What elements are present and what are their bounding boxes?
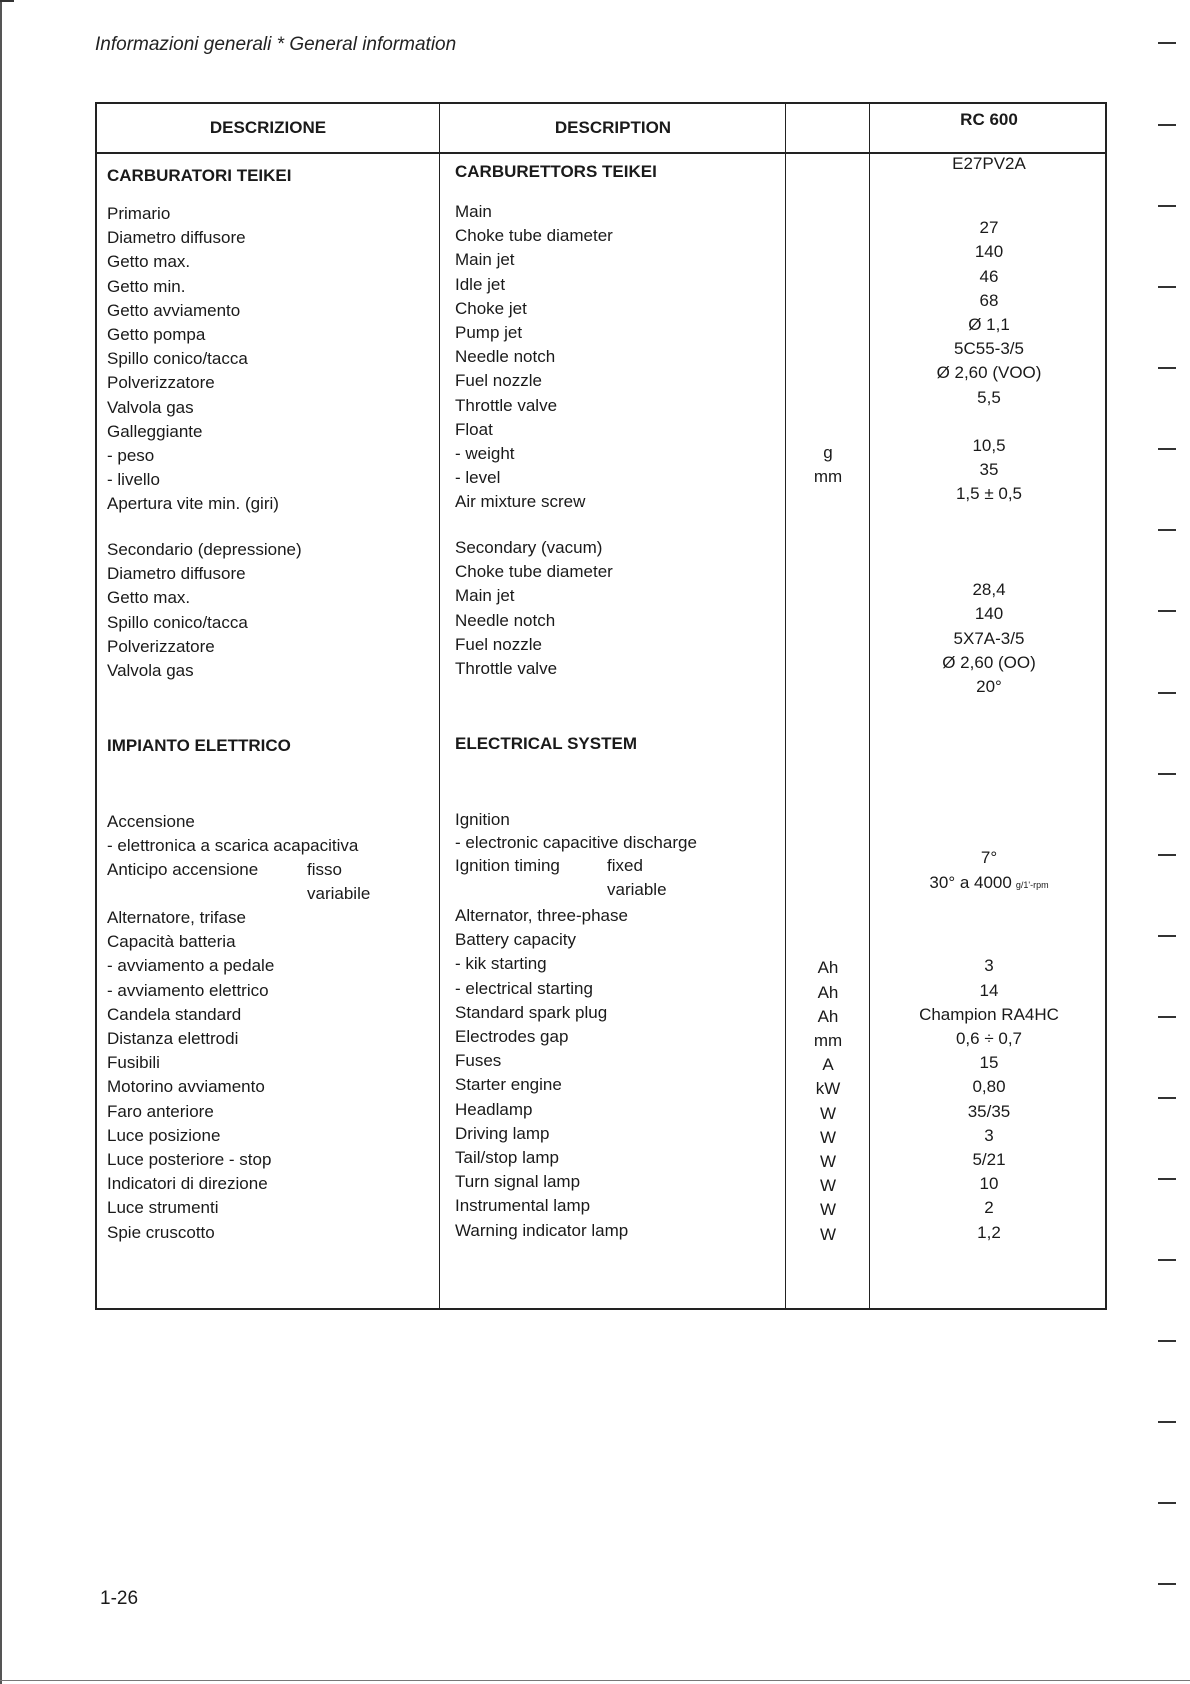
spec-label-en: Fuses xyxy=(455,1051,502,1071)
spec-value: 2 xyxy=(984,1198,994,1218)
spec-unit: mm xyxy=(813,1031,843,1050)
spec-value: 68 xyxy=(979,290,999,310)
edge-tick-mark xyxy=(1158,448,1176,450)
spec-label-it: Capacità batteria xyxy=(107,932,236,952)
spec-label-it: Alternatore, trifase xyxy=(107,908,246,927)
column-value xyxy=(871,104,1107,1308)
edge-tick-mark xyxy=(1158,286,1176,288)
spec-unit: mm xyxy=(813,467,843,487)
spec-value: 10 xyxy=(979,1174,999,1194)
spec-label-en: - kik starting xyxy=(455,954,547,974)
ignition-variable-value-text: 30° a 4000 xyxy=(929,873,1012,892)
spec-unit: Ah xyxy=(817,982,839,1002)
spec-label-en: Throttle valve xyxy=(455,659,558,678)
spec-value: 140 xyxy=(974,604,1004,624)
spec-label-it: - elettronica a scarica acapacitiva xyxy=(107,836,359,855)
spec-unit: Ah xyxy=(817,1006,839,1026)
spec-label-it: Polverizzatore xyxy=(107,636,215,656)
spec-label-en: Needle notch xyxy=(455,610,556,630)
spec-label-en: Ignition timing xyxy=(455,856,560,875)
page-header: Informazioni generali * General information xyxy=(95,34,457,55)
ignition-fixed-it: fisso xyxy=(307,860,342,879)
spec-label-it: Indicatori di direzione xyxy=(107,1174,268,1194)
spec-value: 3 xyxy=(984,1125,994,1145)
spec-label-en: Alternator, three-phase xyxy=(455,906,628,925)
spec-label-it: Luce posizione xyxy=(107,1125,221,1145)
spec-label-it: - avviamento elettrico xyxy=(107,980,269,1000)
spec-label-en: Warning indicator lamp xyxy=(455,1220,629,1240)
header-description: DESCRIPTION xyxy=(554,118,672,137)
top-corner-mark xyxy=(0,0,14,2)
spec-label-it: Diametro diffusore xyxy=(107,228,246,248)
spec-label-en: Choke tube diameter xyxy=(455,562,613,582)
column-divider xyxy=(785,104,786,1308)
spec-label-it: Anticipo accensione xyxy=(107,860,259,879)
spec-label-en: Throttle valve xyxy=(455,395,558,415)
spec-label-it: Distanza elettrodi xyxy=(107,1029,239,1048)
spec-label-en: Choke jet xyxy=(455,298,527,318)
spec-value: 0,6 ÷ 0,7 xyxy=(955,1029,1023,1048)
spec-label-it: Fusibili xyxy=(107,1053,160,1073)
spec-label-it: Getto max. xyxy=(107,252,191,272)
column-divider xyxy=(439,104,440,1308)
spec-label-en: Pump jet xyxy=(455,323,523,342)
spec-unit: W xyxy=(819,1103,837,1123)
spec-unit: W xyxy=(819,1152,837,1171)
spec-label-it: Diametro diffusore xyxy=(107,564,246,584)
spec-label-it: Primario xyxy=(107,204,171,223)
spec-value: 5C55-3/5 xyxy=(954,339,1024,359)
spec-value: Champion RA4HC xyxy=(919,1004,1059,1024)
spec-label-it: Getto avviamento xyxy=(107,300,241,320)
spec-label-en: Ignition xyxy=(455,810,510,829)
spec-value: 35 xyxy=(979,460,999,480)
page-number: 1-26 xyxy=(100,1588,139,1609)
ignition-variable-value xyxy=(871,871,1107,897)
spec-label-en: Battery capacity xyxy=(455,930,576,950)
spec-label-it: Getto min. xyxy=(107,276,186,296)
spec-label-en: Headlamp xyxy=(455,1099,533,1119)
spec-unit: W xyxy=(819,1127,837,1147)
section-title-carburettors-en: CARBURETTORS TEIKEI xyxy=(455,162,657,181)
header-descrizione: DESCRIZIONE xyxy=(209,118,327,137)
edge-tick-mark xyxy=(1158,1178,1176,1180)
edge-tick-mark xyxy=(1158,773,1176,775)
spec-value: 10,5 xyxy=(972,436,1006,455)
edge-tick-mark xyxy=(1158,610,1176,612)
section-title-electrical-it: IMPIANTO ELETTRICO xyxy=(107,736,291,755)
spec-label-en: Choke tube diameter xyxy=(455,226,613,246)
spec-label-en: Secondary (vacum) xyxy=(455,538,603,557)
spec-value: 27 xyxy=(979,218,999,238)
spec-label-en: - electronic capacitive discharge xyxy=(455,833,697,852)
ignition-variable-en: variable xyxy=(607,880,667,899)
spec-unit: Ah xyxy=(817,958,839,978)
spec-label-it: Getto max. xyxy=(107,588,191,608)
spec-value: Ø 2,60 (OO) xyxy=(942,652,1036,672)
spec-value: 0,80 xyxy=(972,1077,1006,1097)
spec-label-it: - peso xyxy=(107,446,155,465)
edge-tick-mark xyxy=(1158,529,1176,531)
spec-label-it: Faro anteriore xyxy=(107,1101,214,1121)
spec-label-en: Main jet xyxy=(455,586,515,606)
spec-value: 20° xyxy=(976,677,1002,696)
spec-label-it: Luce posteriore - stop xyxy=(107,1150,272,1169)
edge-tick-mark xyxy=(1158,935,1176,937)
spec-value: Ø 2,60 (VOO) xyxy=(936,363,1042,383)
spec-label-en: Idle jet xyxy=(455,274,506,294)
edge-tick-mark xyxy=(1158,367,1176,369)
spec-value: 140 xyxy=(974,242,1004,262)
spec-label-it: Spie cruscotto xyxy=(107,1222,215,1242)
ignition-variable-it: variabile xyxy=(307,884,371,903)
column-italian xyxy=(97,104,439,1308)
spec-value: 15 xyxy=(979,1053,999,1073)
edge-tick-mark xyxy=(1158,1016,1176,1018)
spec-label-it: - avviamento a pedale xyxy=(107,956,275,976)
spec-label-en: Fuel nozzle xyxy=(455,371,542,391)
edge-tick-mark xyxy=(1158,1502,1176,1504)
edge-tick-mark xyxy=(1158,1340,1176,1342)
edge-tick-mark xyxy=(1158,1097,1176,1099)
spec-value: Ø 1,1 xyxy=(968,315,1010,334)
spec-unit: W xyxy=(819,1176,837,1196)
spec-label-en: Turn signal lamp xyxy=(455,1172,581,1192)
spec-label-en: Air mixture screw xyxy=(455,492,586,512)
spec-value: 5/21 xyxy=(972,1150,1006,1169)
spec-label-it: Spillo conico/tacca xyxy=(107,349,248,369)
section-title-carburettors-it: CARBURATORI TEIKEI xyxy=(107,166,292,185)
spec-label-it: - livello xyxy=(107,470,160,490)
spec-label-en: - level xyxy=(455,468,501,488)
spec-unit: g xyxy=(823,443,833,462)
spec-label-en: Tail/stop lamp xyxy=(455,1148,559,1167)
spec-label-en: Starter engine xyxy=(455,1075,562,1095)
spec-label-it: Accensione xyxy=(107,812,195,831)
spec-label-it: Spillo conico/tacca xyxy=(107,612,248,632)
spec-value: 5,5 xyxy=(977,387,1001,407)
spec-label-en: Fuel nozzle xyxy=(455,634,542,654)
spec-unit: kW xyxy=(815,1079,841,1099)
spec-label-en: - weight xyxy=(455,444,515,463)
spec-label-it: Valvola gas xyxy=(107,661,194,680)
spec-unit: A xyxy=(822,1055,834,1075)
spec-label-it: Galleggiante xyxy=(107,421,203,441)
spec-label-it: Luce strumenti xyxy=(107,1198,219,1218)
spec-label-en: Main xyxy=(455,202,492,221)
header-model: RC 600 xyxy=(960,110,1018,129)
carburettor-model: E27PV2A xyxy=(952,154,1026,173)
bottom-page-edge xyxy=(0,1680,1190,1681)
spec-label-it: Motorino avviamento xyxy=(107,1077,265,1097)
spec-label-it: Valvola gas xyxy=(107,397,194,417)
column-unit xyxy=(787,104,869,1308)
spec-label-it: Candela standard xyxy=(107,1004,242,1024)
spec-label-en: Needle notch xyxy=(455,347,556,367)
spec-label-en: Standard spark plug xyxy=(455,1002,608,1022)
spec-unit: W xyxy=(819,1224,837,1244)
column-english xyxy=(441,104,785,1308)
spec-value: 28,4 xyxy=(972,580,1006,600)
edge-tick-mark xyxy=(1158,1259,1176,1261)
spec-value: 35/35 xyxy=(967,1101,1011,1121)
spec-value: 3 xyxy=(984,956,994,976)
edge-tick-mark xyxy=(1158,42,1176,44)
edge-tick-mark xyxy=(1158,205,1176,207)
ignition-fixed-en: fixed xyxy=(607,856,643,875)
spec-label-it: Secondario (depressione) xyxy=(107,540,302,559)
ignition-fixed-value: 7° xyxy=(980,848,998,867)
spec-table xyxy=(95,102,1107,1310)
spec-label-en: Float xyxy=(455,419,493,439)
spec-label-en: Main jet xyxy=(455,250,515,270)
spec-unit: W xyxy=(819,1200,837,1220)
spec-label-en: - electrical starting xyxy=(455,978,593,998)
edge-tick-mark xyxy=(1158,854,1176,856)
spec-value: 5X7A-3/5 xyxy=(953,628,1025,648)
column-divider xyxy=(869,104,870,1308)
section-title-electrical-en: ELECTRICAL SYSTEM xyxy=(455,734,637,753)
spec-value: 1,5 ± 0,5 xyxy=(955,484,1023,504)
spec-label-it: Polverizzatore xyxy=(107,373,215,393)
spec-label-it: Apertura vite min. (giri) xyxy=(107,494,279,514)
edge-tick-mark xyxy=(1158,692,1176,694)
ignition-variable-unit: g/1'-rpm xyxy=(1015,880,1049,890)
spec-label-en: Electrodes gap xyxy=(455,1027,569,1046)
spec-value: 46 xyxy=(979,266,999,286)
spec-label-it: Getto pompa xyxy=(107,325,206,344)
spec-label-en: Instrumental lamp xyxy=(455,1196,591,1216)
spec-value: 1,2 xyxy=(977,1222,1001,1242)
spec-value: 14 xyxy=(979,980,999,1000)
edge-tick-mark xyxy=(1158,1583,1176,1585)
edge-tick-mark xyxy=(1158,1421,1176,1423)
edge-tick-mark xyxy=(1158,124,1176,126)
left-page-edge xyxy=(0,0,12,1684)
spec-label-en: Driving lamp xyxy=(455,1123,550,1143)
